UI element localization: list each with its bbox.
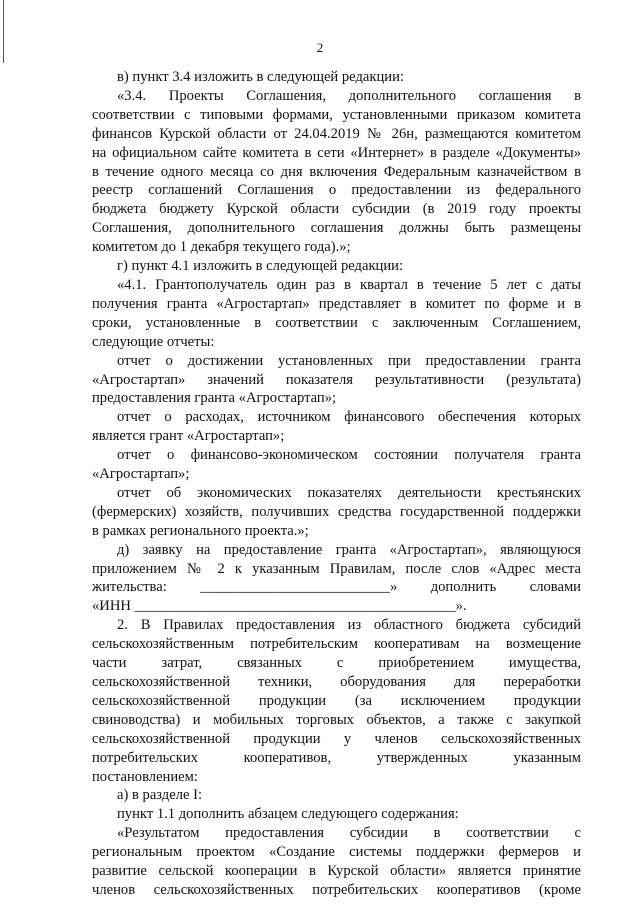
text-line: «4.1. Грантополучатель один раз в квартал в течение 5 лет с даты	[117, 276, 581, 293]
text-line: является грант «Агростартап»;	[92, 428, 285, 445]
text-line: получения гранта «Агростартап» представляет в комитет по форме и в	[92, 295, 581, 312]
text-line: сельскохозяйственной техники, оборудования для переработки	[92, 674, 581, 690]
text-line: приложением № 2 к указанным Правилам, после слов «Адрес места	[92, 560, 581, 577]
text-line: «Результатом предоставления субсидии в соответствии с	[117, 825, 581, 842]
text-line: части затрат, связанных с приобретением имущества,	[92, 655, 581, 672]
text-line: реестр соглашений Соглашения о предоставлении из федерального	[92, 182, 581, 199]
text-line: а) в разделе I:	[117, 787, 203, 804]
text-line: потребительских кооперативов, утвержденных указанным	[92, 749, 581, 766]
text-line: «Агростартап»;	[92, 466, 190, 483]
text-line: развитие сельской кооперации в Курской области» является принятие	[92, 863, 581, 880]
text-line: отчет об экономических показателях деятельности крестьянских	[117, 484, 581, 501]
text-line: отчет о финансово-экономическом состоянии получателя гранта	[117, 447, 581, 464]
text-line: пункт 1.1 дополнить абзацем следующего содержания:	[117, 806, 459, 823]
text-line: бюджета бюджету Курской области субсидии (в 2019 году проекты	[92, 201, 581, 218]
text-line: свиноводства) и мобильных торговых объектов, а также с закупкой	[92, 711, 581, 728]
text-line: сроки, установленные в соответствии с заключенным Соглашением,	[92, 314, 581, 331]
text-line: сельскохозяйственной продукции у членов сельскохозяйственных	[92, 730, 581, 747]
text-line: «3.4. Проекты Соглашения, дополнительного соглашения в	[117, 87, 581, 104]
text-line: в течение одного месяца со дня включения Федеральным казначейством в	[92, 163, 581, 180]
text-line: отчет о достижении установленных при предоставлении гранта	[117, 352, 581, 369]
text-line: сельскохозяйственным потребительским кооперативам на возмещение	[92, 636, 581, 653]
text-line: г) пункт 4.1 изложить в следующей редакции:	[117, 258, 404, 275]
text-line: соответствии с типовыми формами, установленными приказом комитета	[92, 106, 581, 123]
text-line: предоставления гранта «Агростартап»;	[92, 390, 337, 407]
text-line: следующие отчеты:	[92, 333, 215, 350]
page-number: 2	[316, 40, 324, 55]
text-line: региональным проектом «Создание системы поддержки фермеров и	[92, 844, 581, 861]
text-line: 2. В Правилах предоставления из областного бюджета субсидий	[117, 617, 581, 634]
text-line: сельскохозяйственной продукции (за исключением продукции	[92, 692, 581, 709]
text-line: д) заявку на предоставление гранта «Агростартап», являющуюся	[117, 541, 581, 558]
text-line: отчет о расходах, источником финансового обеспечения которых	[117, 409, 581, 426]
text-line: (фермерских) хозяйств, получивших средства государственной поддержки	[92, 503, 581, 520]
text-line: «ИНН ____________________________________________».	[92, 598, 467, 615]
text-line: комитетом до 1 декабря текущего года).»;	[92, 239, 351, 256]
text-line: «Агростартап» значений показателя результативности (результата)	[92, 371, 581, 388]
text-line: членов сельскохозяйственных потребительских кооперативов (кроме	[92, 881, 581, 898]
document-body	[92, 68, 581, 900]
text-line: Соглашения, дополнительного соглашения должны быть размещены	[92, 220, 581, 237]
text-line: финансов Курской области от 24.04.2019 № 26н, размещаются комитетом	[92, 125, 581, 142]
text-line: в) пункт 3.4 изложить в следующей редакции:	[117, 69, 404, 85]
text-line: постановлением:	[92, 768, 198, 785]
text-line: жительства: __________________________» дополнить словами	[92, 579, 581, 596]
text-line: в рамках регионального проекта.»;	[92, 522, 309, 539]
text-line: на официальном сайте комитета в сети «Интернет» в разделе «Документы»	[92, 144, 581, 161]
